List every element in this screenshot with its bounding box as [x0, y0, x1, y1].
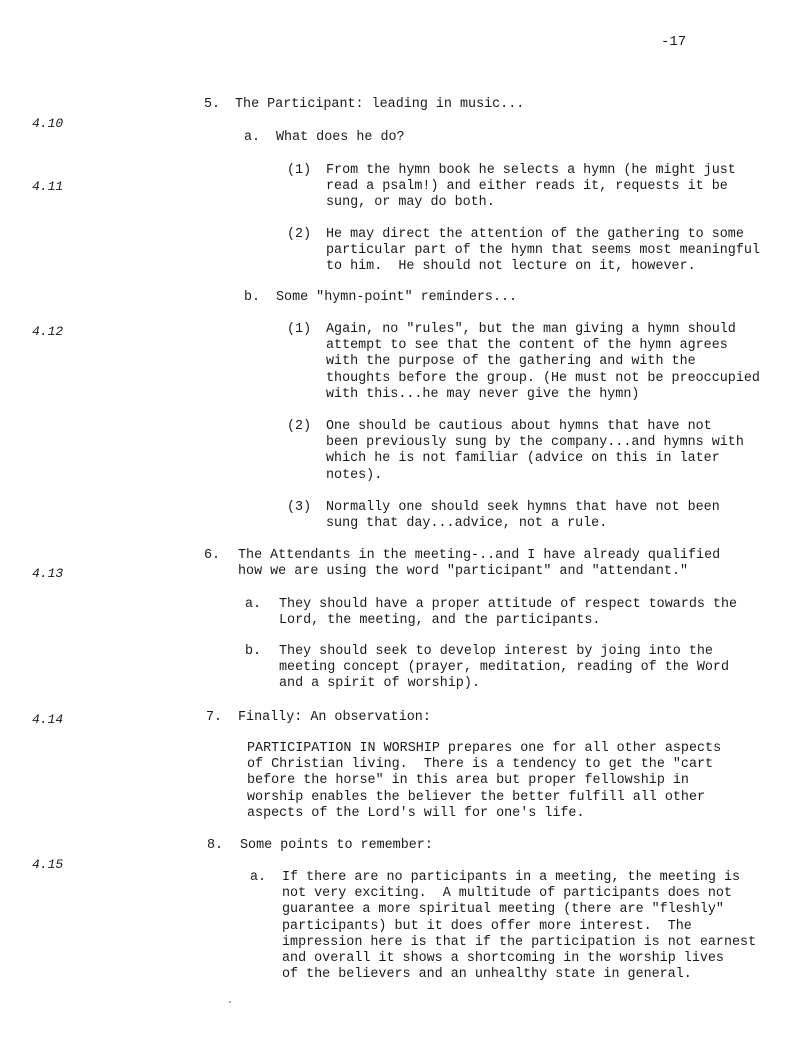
section-heading: Some points to remember: [240, 838, 433, 853]
item-text: If there are no participants in a meeting, the meeting is not very exciting. A multitude of participants does not guarantee a more spiritual meeting (there are "fleshly" participants) but it does offer more interest. The impression here is that if the participation is not earnest and overall it shows a shortcoming in the worship lives of the believers and an unhealthy state in general. [282, 870, 757, 983]
subsection-heading: Some "hymn-point" reminders... [276, 290, 518, 305]
page-number: -17 [661, 34, 687, 50]
item-text: One should be cautious about hymns that have not been previously sung by the company...and hymns with which he is not familiar (advice on this in later notes). [326, 419, 744, 483]
stray-mark [229, 1001, 231, 1003]
item-text: Normally one should seek hymns that have not been sung that day...advice, not a rule. [326, 500, 720, 532]
item-label: a. [244, 130, 261, 145]
margin-note: 4.10 [32, 116, 64, 131]
item-label: a. [245, 597, 262, 612]
item-text: They should have a proper attitude of respect towards the Lord, the meeting, and the participants. [279, 597, 738, 629]
item-number: (1) [287, 322, 312, 337]
item-label: b. [244, 290, 261, 305]
section-heading: The Participant: leading in music... [235, 97, 525, 112]
section-heading: The Attendants in the meeting-..and I have already qualified how we are using the word "participant" and "attendant." [238, 548, 721, 580]
item-label: a. [250, 870, 267, 885]
subsection-heading: What does he do? [276, 130, 405, 145]
section-number: 7. [206, 710, 223, 725]
item-number: (2) [287, 227, 312, 242]
item-number: (3) [287, 500, 312, 515]
item-text: He may direct the attention of the gathering to some particular part of the hymn that seems most meaningful to him. He should not lecture on it, however. [326, 227, 760, 275]
item-text: They should seek to develop interest by joing into the meeting concept (prayer, meditation, reading of the Word and a spirit of worship). [279, 644, 729, 692]
item-text: Again, no "rules", but the man giving a hymn should attempt to see that the content of the hymn agrees with the purpose of the gathering and with the thoughts before the group. (He must not be preoccupied with this...he may never give the hymn) [326, 322, 760, 402]
margin-note: 4.14 [32, 712, 64, 727]
margin-note: 4.11 [32, 179, 64, 194]
item-number: (1) [287, 163, 312, 178]
margin-note: 4.13 [32, 566, 64, 581]
observation-paragraph: PARTICIPATION IN WORSHIP prepares one for all other aspects of Christian living. There is a tendency to get the "cart before the horse" in this area but proper fellowship in worship enables the believer the better fulfill all other aspects of the Lord's will for one's life. [247, 741, 722, 821]
section-heading: Finally: An observation: [238, 710, 431, 725]
margin-note: 4.15 [32, 857, 64, 872]
margin-note: 4.12 [32, 324, 64, 339]
section-number: 5. [204, 97, 221, 112]
section-number: 6. [204, 548, 221, 563]
item-label: b. [245, 644, 262, 659]
section-number: 8. [207, 838, 224, 853]
item-number: (2) [287, 419, 312, 434]
item-text: From the hymn book he selects a hymn (he might just read a psalm!) and either reads it, requests it be sung, or may do both. [326, 163, 736, 211]
